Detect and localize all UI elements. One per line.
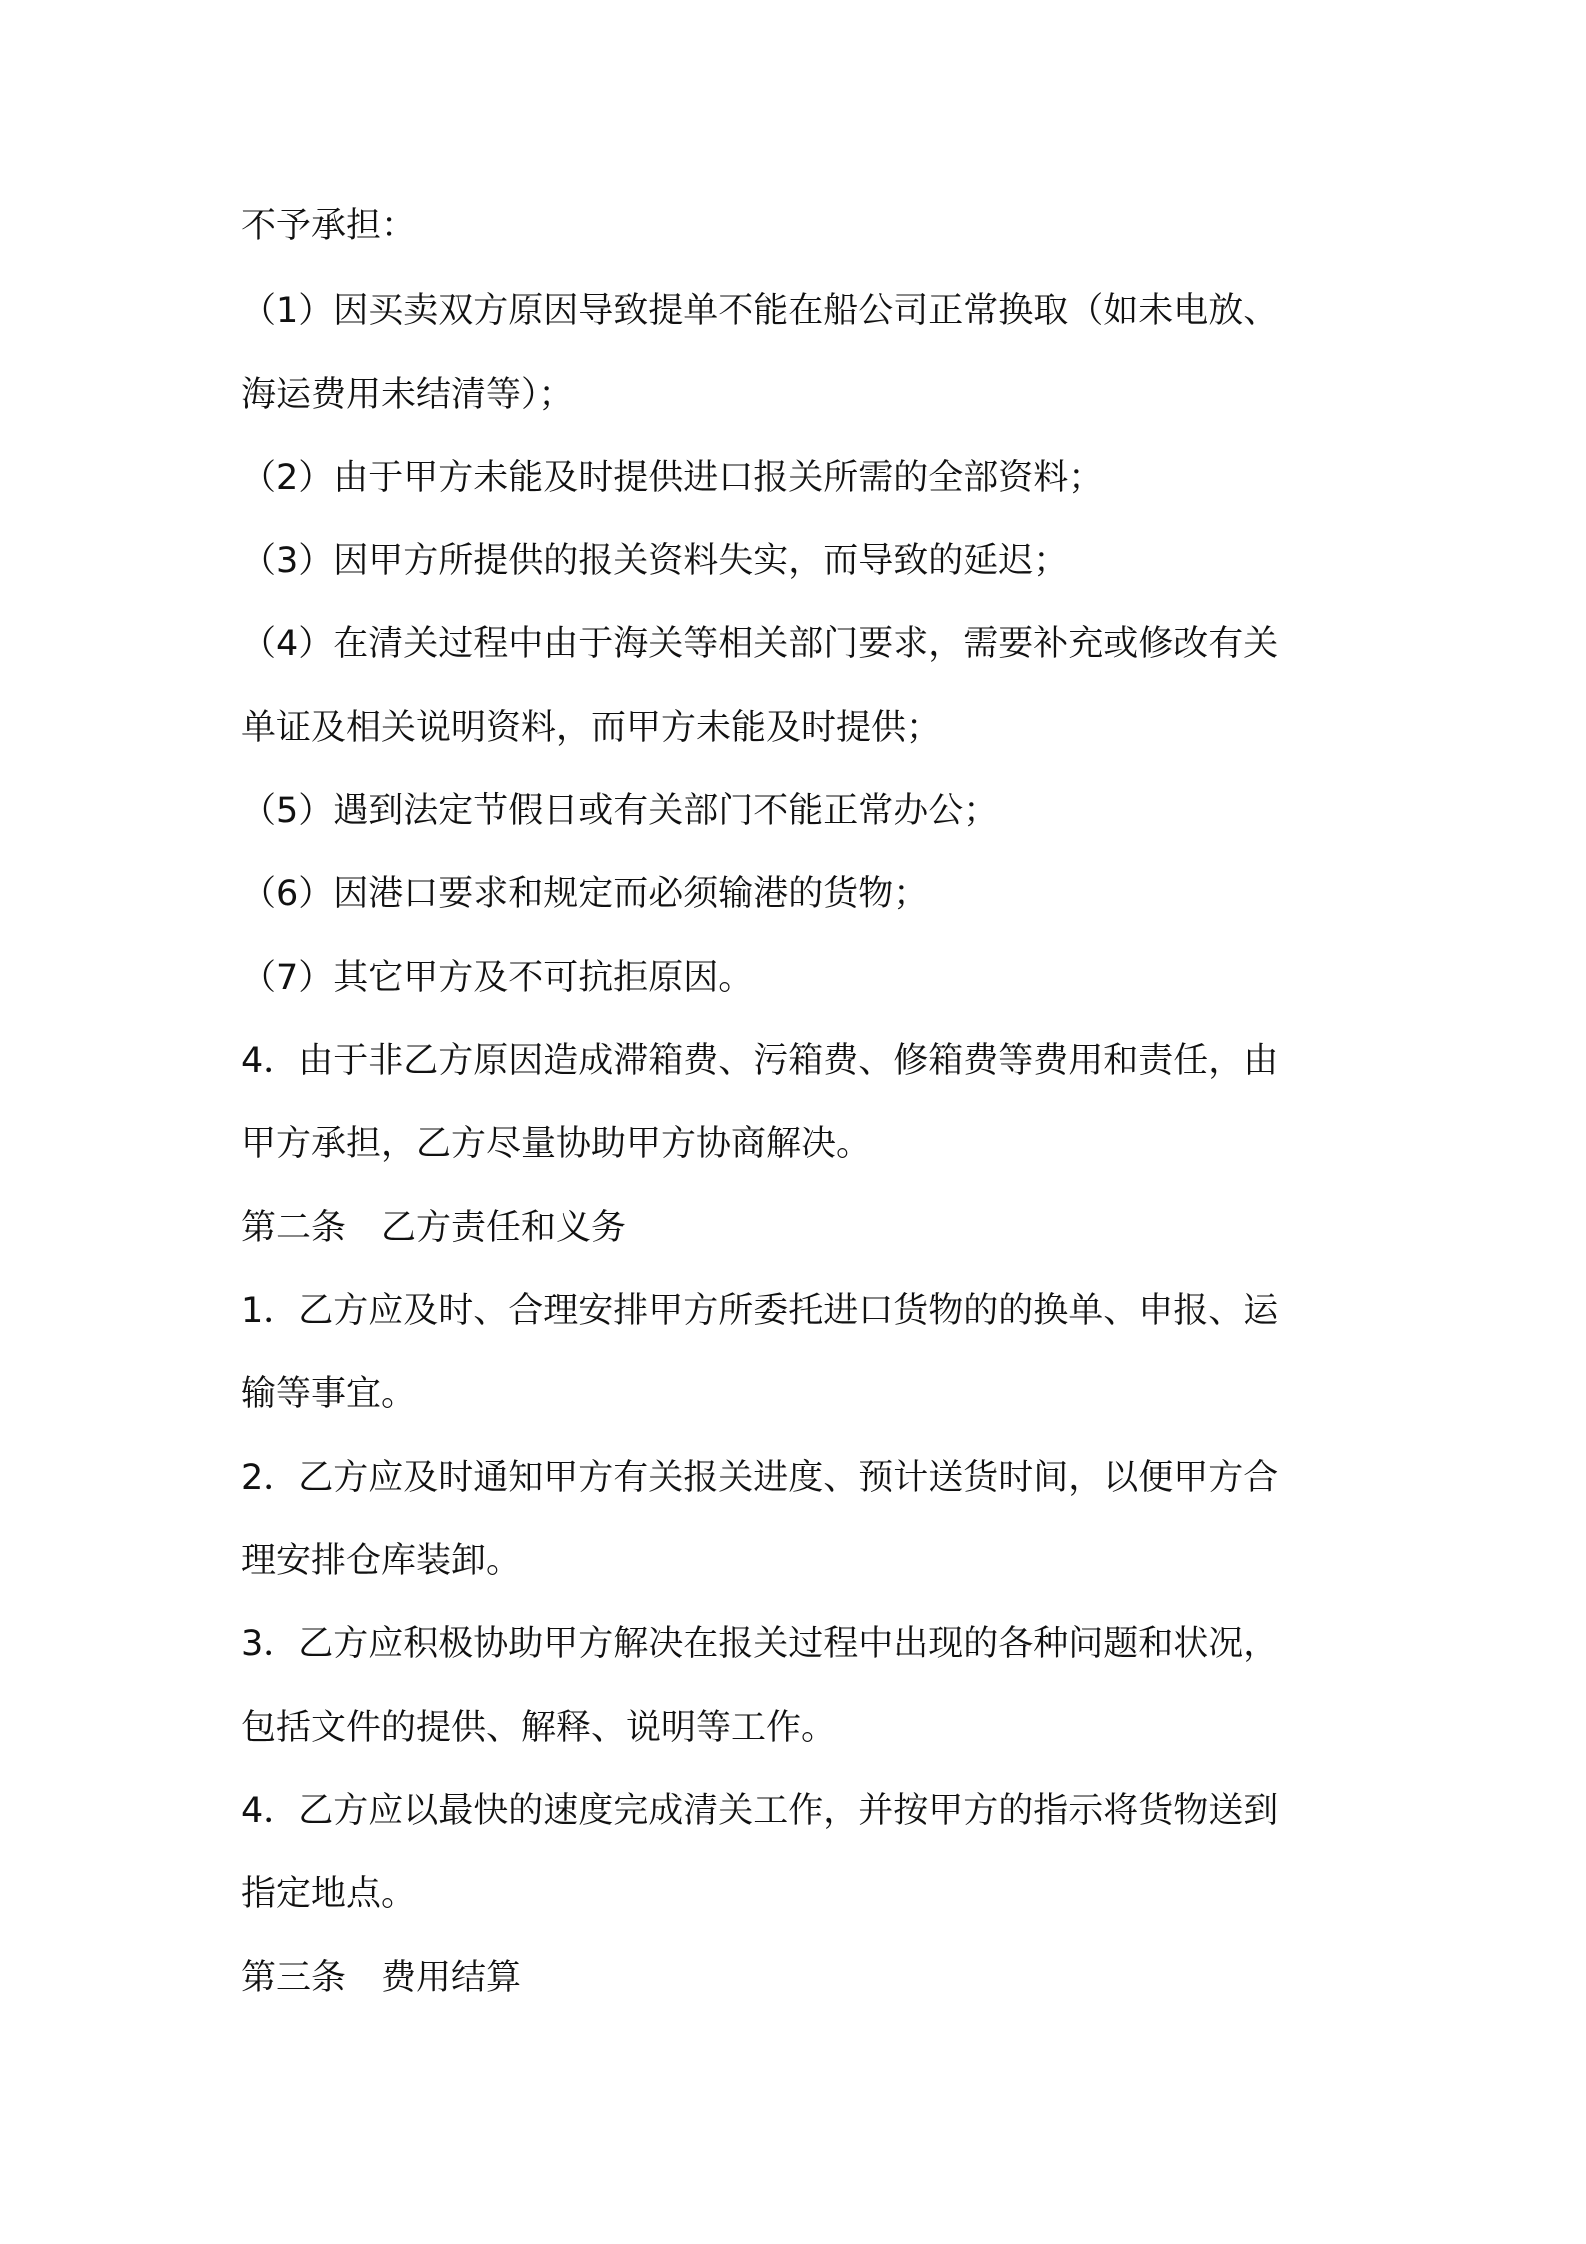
section-heading: 第三条 费用结算 — [241, 1958, 522, 1998]
text-line: 输等事宜。 — [241, 1374, 417, 1414]
text-line: 指定地点。 — [241, 1874, 417, 1914]
list-item-line: （2）由于甲方未能及时提供进口报关所需的全部资料； — [241, 458, 1104, 498]
clause-line: 2．乙方应及时通知甲方有关报关进度、预计送货时间，以便甲方合 — [241, 1458, 1279, 1498]
clause-line: 4．由于非乙方原因造成滞箱费、污箱费、修箱费等费用和责任，由 — [241, 1041, 1279, 1081]
text-line: 海运费用未结清等）； — [241, 375, 574, 415]
clause-line: 1．乙方应及时、合理安排甲方所委托进口货物的的换单、申报、运 — [241, 1291, 1279, 1331]
text-line: 甲方承担，乙方尽量协助甲方协商解决。 — [241, 1124, 872, 1164]
section-heading: 第二条 乙方责任和义务 — [241, 1208, 627, 1248]
clause-line: 3．乙方应积极协助甲方解决在报关过程中出现的各种问题和状况， — [241, 1624, 1279, 1664]
list-item-line: （5）遇到法定节假日或有关部门不能正常办公； — [241, 791, 999, 831]
list-item-line: （6）因港口要求和规定而必须输港的货物； — [241, 874, 929, 914]
clause-line: 4．乙方应以最快的速度完成清关工作，并按甲方的指示将货物送到 — [241, 1791, 1279, 1831]
text-line: 包括文件的提供、解释、说明等工作。 — [241, 1708, 837, 1748]
list-item-line: （7）其它甲方及不可抗拒原因。 — [241, 958, 754, 998]
list-item-line: （4）在清关过程中由于海关等相关部门要求，需要补充或修改有关 — [241, 624, 1279, 664]
list-item-line: （1）因买卖双方原因导致提单不能在船公司正常换取（如未电放、 — [241, 291, 1279, 331]
text-line: 单证及相关说明资料，而甲方未能及时提供； — [241, 708, 942, 748]
list-item-line: （3）因甲方所提供的报关资料失实，而导致的延迟； — [241, 541, 1069, 581]
text-line: 不予承担： — [241, 206, 417, 246]
text-line: 理安排仓库装卸。 — [241, 1541, 522, 1581]
